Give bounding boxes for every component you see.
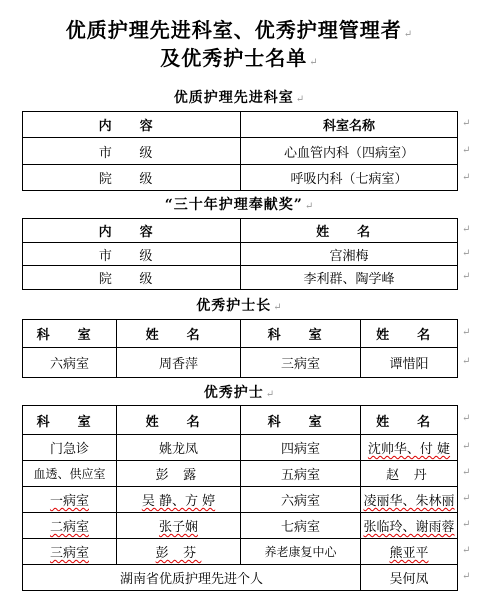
table-row <box>23 513 458 539</box>
table-header-row <box>23 112 458 138</box>
paragraph-mark-icon: ↵ <box>462 327 471 338</box>
paragraph-mark-icon: ↵ <box>462 519 471 530</box>
table-cell: 市 级 <box>23 138 241 165</box>
table-header-row <box>23 406 458 435</box>
table-cell: 血透、供应室 <box>23 461 117 487</box>
paragraph-mark-icon: ↵ <box>462 118 471 129</box>
table-cell: 二病室 <box>23 513 117 539</box>
doc-title-line2: 及优秀护士名单 ↵ <box>160 46 319 70</box>
table-cell: 周香萍 <box>117 348 241 378</box>
table-cell: 赵 丹 <box>361 461 458 487</box>
table-cell: 张临玲、谢雨蓉 <box>361 513 458 539</box>
header-cell: 姓 名 <box>361 406 458 435</box>
paragraph-mark-icon: ↵ <box>462 224 471 235</box>
table-row <box>23 348 458 378</box>
table-row <box>23 435 458 461</box>
table-cell: 李利群、陶学峰 <box>241 266 458 290</box>
nurses-table <box>22 405 458 591</box>
header-cell: 科 室 <box>241 406 361 435</box>
table-row <box>23 165 458 191</box>
paragraph-mark-icon: ↵ <box>462 271 471 282</box>
table-row <box>23 461 458 487</box>
paragraph-mark-icon: ↵ <box>462 493 471 504</box>
paragraph-mark-icon: ↵ <box>462 571 471 582</box>
paragraph-mark-icon: ↵ <box>462 248 471 259</box>
paragraph-mark-icon: ↵ <box>403 29 414 40</box>
paragraph-mark-icon: ↵ <box>462 356 471 367</box>
table-cell: 宫湘梅 <box>241 243 458 266</box>
section-heading-nurses: 优秀护士 ↵ <box>203 385 276 401</box>
dedication-table <box>22 218 458 290</box>
paragraph-mark-icon: ↵ <box>462 467 471 478</box>
paragraph-mark-icon: ↵ <box>295 94 306 105</box>
table-cell: 七病室 <box>241 513 361 539</box>
section-heading-head-nurse: 优秀护士长 ↵ <box>196 298 283 314</box>
header-cell: 姓 名 <box>117 320 241 348</box>
paragraph-mark-icon: ↵ <box>273 302 283 313</box>
paragraph-mark-icon: ↵ <box>462 413 471 424</box>
header-cell: 科室名称 <box>241 112 458 138</box>
header-cell: 姓 名 <box>361 320 458 348</box>
paragraph-mark-icon: ↵ <box>462 545 471 556</box>
header-cell: 姓 名 <box>117 406 241 435</box>
table-cell: 心血管内科（四病室） <box>241 138 458 165</box>
head-nurse-table <box>22 319 458 378</box>
table-cell: 院 级 <box>23 165 241 191</box>
table-cell: 一病室 <box>23 487 117 513</box>
header-cell: 科 室 <box>23 406 117 435</box>
table-cell: 吴 静、方 婷 <box>117 487 241 513</box>
table-cell: 谭惜阳 <box>361 348 458 378</box>
table-cell: 彭 芬 <box>117 539 241 565</box>
table-cell: 六病室 <box>241 487 361 513</box>
table-cell: 熊亚平 <box>361 539 458 565</box>
table-header-row <box>23 219 458 243</box>
table-cell: 市 级 <box>23 243 241 266</box>
header-cell: 科 室 <box>241 320 361 348</box>
table-cell: 姚龙凤 <box>117 435 241 461</box>
table-cell: 湖南省优质护理先进个人 <box>23 565 361 591</box>
header-cell: 内 容 <box>23 219 241 243</box>
table-cell: 养老康复中心 <box>241 539 361 565</box>
table-cell: 吴何凤 <box>361 565 458 591</box>
table-row <box>23 243 458 266</box>
doc-title-line1: 优质护理先进科室、优秀护理管理者 ↵ <box>65 18 414 42</box>
table-cell: 五病室 <box>241 461 361 487</box>
dept-award-table <box>22 111 458 191</box>
paragraph-mark-icon: ↵ <box>462 172 471 183</box>
table-row <box>23 138 458 165</box>
table-header-row <box>23 320 458 348</box>
table-cell: 四病室 <box>241 435 361 461</box>
header-cell: 科 室 <box>23 320 117 348</box>
table-row <box>23 565 458 591</box>
table-cell: 彭 露 <box>117 461 241 487</box>
header-cell: 内 容 <box>23 112 241 138</box>
table-cell: 张子娴 <box>117 513 241 539</box>
table-cell: 门急诊 <box>23 435 117 461</box>
header-cell: 姓 名 <box>241 219 458 243</box>
paragraph-mark-icon: ↵ <box>309 57 319 68</box>
paragraph-mark-icon: ↵ <box>462 441 471 452</box>
paragraph-mark-icon: ↵ <box>304 201 315 212</box>
section-heading-dept-award: 优质护理先进科室 ↵ <box>173 90 306 106</box>
table-row <box>23 266 458 290</box>
table-cell: 六病室 <box>23 348 117 378</box>
section-heading-dedication: “三十年护理奉献奖” ↵ <box>164 197 315 213</box>
table-row <box>23 487 458 513</box>
paragraph-mark-icon: ↵ <box>462 145 471 156</box>
table-cell: 凌丽华、朱林丽 <box>361 487 458 513</box>
table-cell: 三病室 <box>23 539 117 565</box>
table-row <box>23 539 458 565</box>
table-cell: 三病室 <box>241 348 361 378</box>
table-cell: 沈帅华、付 婕 <box>361 435 458 461</box>
table-cell: 呼吸内科（七病室） <box>241 165 458 191</box>
paragraph-mark-icon: ↵ <box>265 389 276 400</box>
table-cell: 院 级 <box>23 266 241 290</box>
